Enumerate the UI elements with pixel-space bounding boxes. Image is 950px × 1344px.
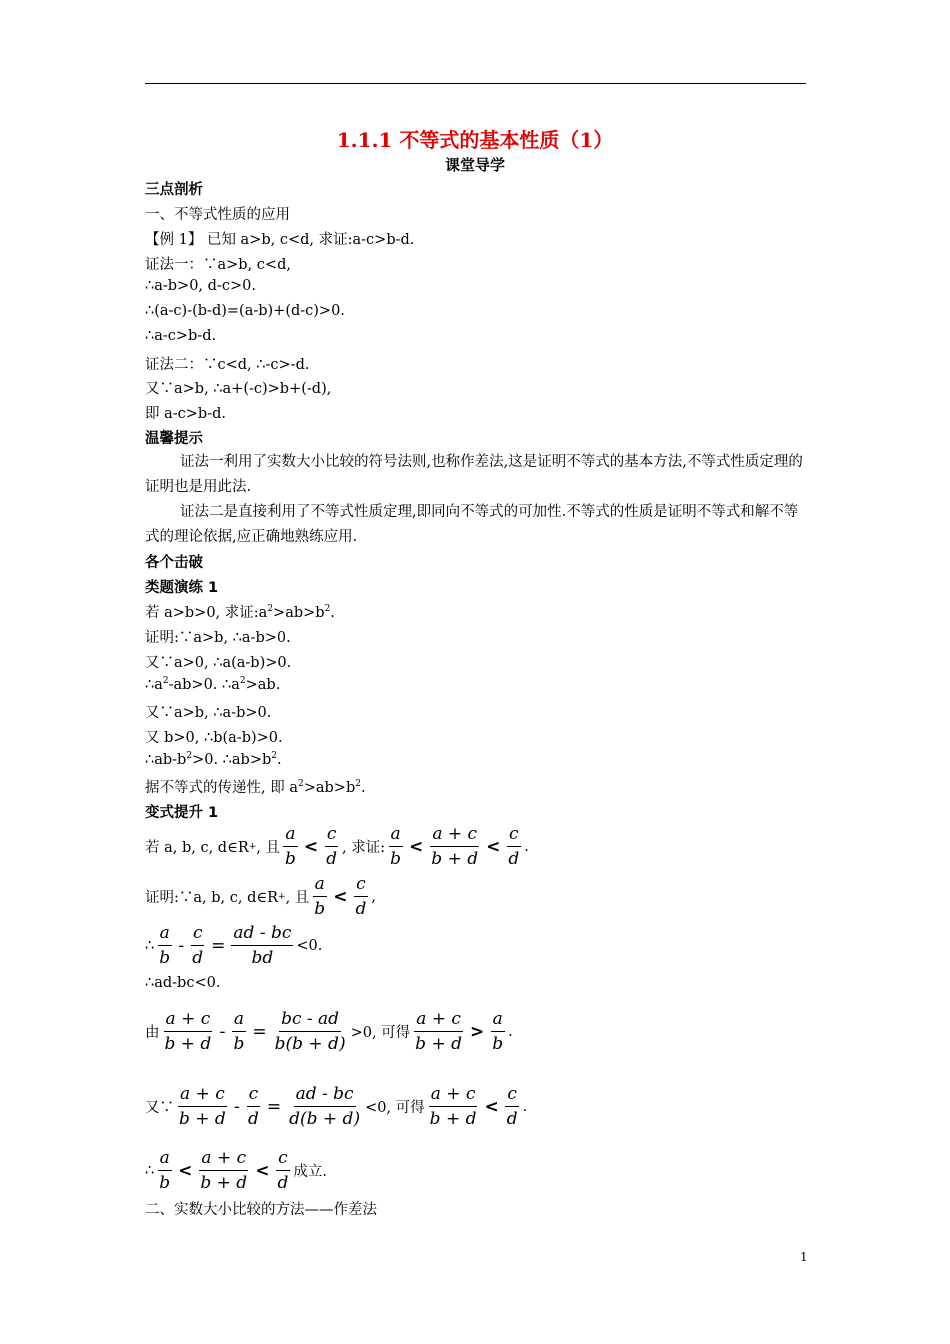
page-number: 1 bbox=[800, 1250, 808, 1264]
fraction: $\frac{a + c}{b + d}$ bbox=[431, 824, 479, 869]
fraction: $\frac{a}{b}$ bbox=[492, 1009, 504, 1054]
fraction: $\frac{a}{b}$ bbox=[314, 874, 326, 919]
section-heading: 一、不等式性质的应用 bbox=[145, 207, 290, 223]
proof-line: 又∵a>0, ∴a(a-b)>0. bbox=[145, 655, 292, 671]
proof-line: ∴ $\frac{a}{b}$ - $\frac{c}{d}$ = $\frac{ad - bc}{bd}$ <0. bbox=[145, 923, 323, 968]
fraction: $\frac{a}{b}$ bbox=[159, 923, 171, 968]
fraction: $\frac{ad - bc}{d(b + d)}$ bbox=[289, 1084, 361, 1129]
fraction: $\frac{a + c}{b + d}$ bbox=[415, 1009, 462, 1054]
proof-line: 证明:∵a, b, c, d∈R + , 且 $\frac{a}{b}$ < $\frac{c}{d}$ , bbox=[145, 874, 376, 919]
fraction: $\frac{c}{d}$ bbox=[508, 824, 520, 869]
fraction: $\frac{bc - ad}{b(b + d)}$ bbox=[274, 1009, 346, 1054]
section-heading: 二、实数大小比较的方法——作差法 bbox=[145, 1202, 377, 1218]
heading-gege: 各个击破 bbox=[145, 555, 203, 571]
proof-line: 证明:∵a>b, ∴a-b>0. bbox=[145, 630, 291, 646]
variant-statement: 若 a, b, c, d∈R + , 且 $\frac{a}{b}$ < $\frac{c}{d}$ , 求证: $\frac{a}{b}$ < $\frac{a + c}{b + d}$ < $\frac{c}{d}$ . bbox=[145, 824, 529, 869]
fraction: $\frac{c}{d}$ bbox=[355, 874, 367, 919]
proof-line: ∴ad-bc<0. bbox=[145, 975, 221, 991]
page-title: 1.1.1 不等式的基本性质（1） bbox=[336, 128, 614, 152]
fraction: $\frac{c}{d}$ bbox=[247, 1084, 259, 1129]
example-statement: 【例 1】 已知 a>b, c<d, 求证:a-c>b-d. bbox=[145, 232, 415, 248]
heading-practice: 类题演练 1 bbox=[145, 580, 219, 596]
fraction: $\frac{c}{d}$ bbox=[326, 824, 338, 869]
proof-line: 即 a-c>b-d. bbox=[145, 406, 226, 422]
heading-tip: 温馨提示 bbox=[145, 431, 203, 447]
fraction: $\frac{a + c}{b + d}$ bbox=[179, 1084, 226, 1129]
tip-paragraph: 证法一利用了实数大小比较的符号法则,也称作差法,这是证明不等式的基本方法,不等式性质定理的证明也是用此法. bbox=[145, 454, 803, 495]
proof-line: 又∵a>b, ∴a+(-c)>b+(-d), bbox=[145, 381, 332, 397]
proof-line: ∴(a-c)-(b-d)=(a-b)+(d-c)>0. bbox=[145, 303, 345, 319]
proof-line: 又 b>0, ∴b(a-b)>0. bbox=[145, 730, 283, 746]
proof-line: 证法一：∵a>b, c<d, bbox=[145, 257, 291, 273]
practice-statement: 若 a>b>0, 求证$:a^2>ab>b^2$. bbox=[145, 604, 335, 621]
fraction: $\frac{c}{d}$ bbox=[277, 1148, 289, 1193]
heading-sandian: 三点剖析 bbox=[145, 182, 203, 198]
proof-line: 又∵a>b, ∴a-b>0. bbox=[145, 705, 272, 721]
fraction: $\frac{a}{b}$ bbox=[159, 1148, 171, 1193]
fraction: $\frac{a}{b}$ bbox=[390, 824, 402, 869]
tip-paragraph: 证法二是直接利用了不等式性质定理,即同向不等式的可加性.不等式的性质是证明不等式和解不等式的理论依据,应正确地熟练应用. bbox=[145, 504, 799, 545]
fraction: $\frac{ad - bc}{bd}$ bbox=[233, 923, 292, 968]
proof-line: 证法二：∵c<d, ∴-c>-d. bbox=[145, 357, 310, 373]
fraction: $\frac{a}{b}$ bbox=[233, 1009, 245, 1054]
proof-line: ∴ $\frac{a}{b}$ < $\frac{a + c}{b + d}$ < $\frac{c}{d}$ 成立. bbox=[145, 1148, 327, 1193]
proof-line: $\therefore ab-b^2>0$. $\therefore ab>b^2$. bbox=[145, 751, 282, 768]
proof-line: 据不等式的传递性, 即 $a^2>ab>b^2$. bbox=[145, 779, 366, 796]
fraction: $\frac{a + c}{b + d}$ bbox=[200, 1148, 248, 1193]
proof-line: 又∵ $\frac{a + c}{b + d}$ - $\frac{c}{d}$ = $\frac{ad - bc}{d(b + d)}$ <0, 可得 $\frac{a + c}{b + d}$ < $\frac{c}{d}$ . bbox=[145, 1084, 528, 1129]
fraction: $\frac{a}{b}$ bbox=[285, 824, 296, 869]
proof-line: ∴a-c>b-d. bbox=[145, 328, 217, 344]
page-subtitle: 课堂导学 bbox=[444, 156, 505, 174]
header-rule bbox=[145, 83, 806, 84]
fraction: $\frac{a + c}{b + d}$ bbox=[164, 1009, 212, 1054]
proof-line: ∴a-b>0, d-c>0. bbox=[145, 278, 256, 294]
fraction: $\frac{c}{d}$ bbox=[192, 923, 204, 968]
proof-line: $\therefore a^2-ab>0$. $\therefore a^2>ab$. bbox=[145, 676, 281, 693]
fraction: $\frac{a + c}{b + d}$ bbox=[429, 1084, 477, 1129]
fraction: $\frac{c}{d}$ bbox=[506, 1084, 518, 1129]
proof-line: 由 $\frac{a + c}{b + d}$ - $\frac{a}{b}$ = $\frac{bc - ad}{b(b + d)}$ >0, 可得 $\frac{a + c}{b + d}$ > $\frac{a}{b}$ . bbox=[145, 1009, 513, 1054]
heading-variant: 变式提升 1 bbox=[145, 805, 219, 821]
